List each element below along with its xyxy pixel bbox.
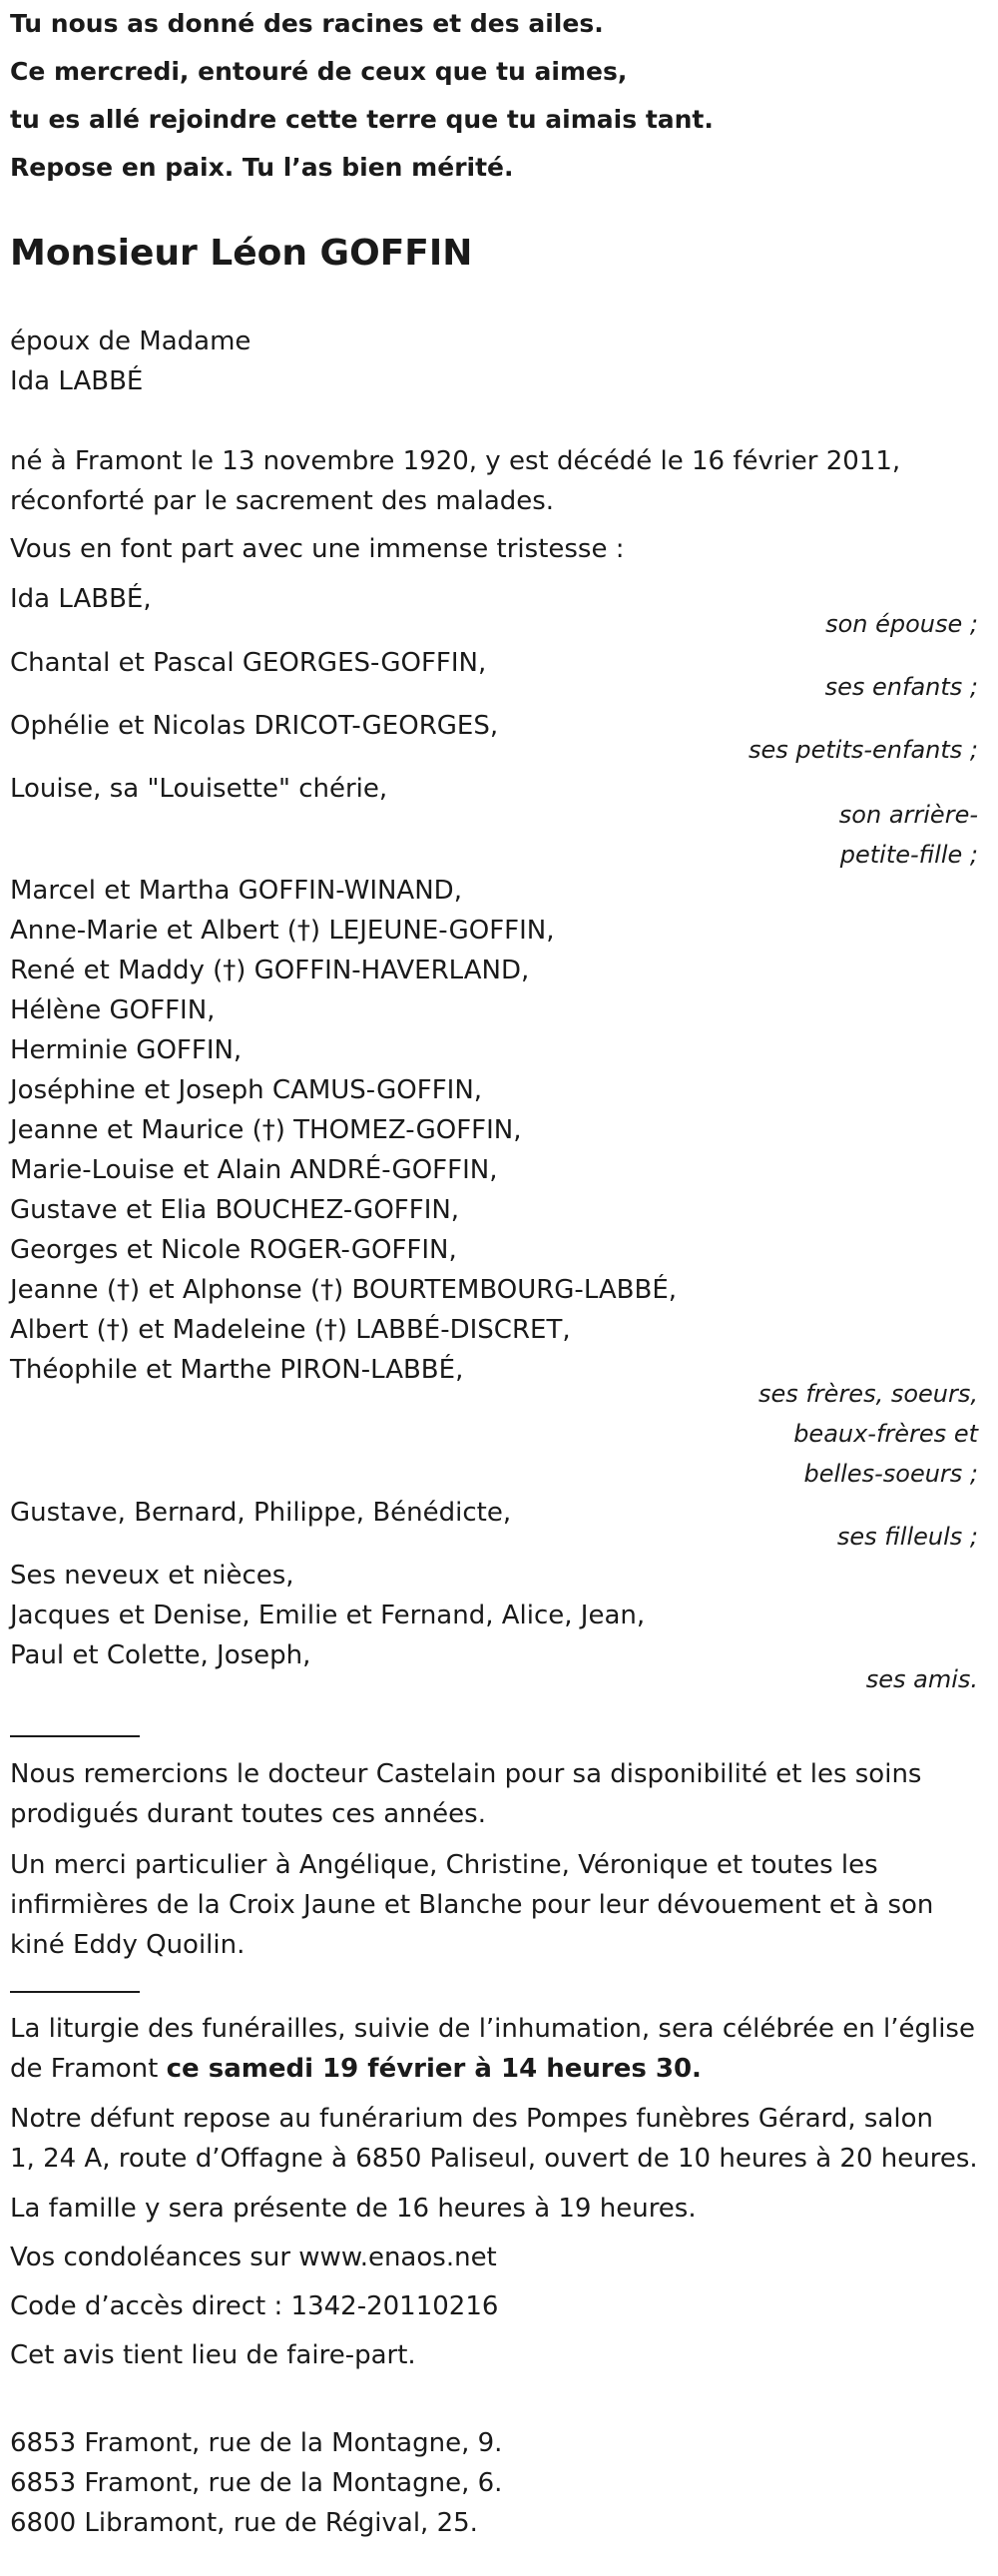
role-line: petite-fille ;: [839, 841, 978, 869]
birth-line: réconforté par le sacrement des malades.: [10, 486, 555, 516]
family-godchildren: Gustave, Bernard, Philippe, Bénédicte,: [10, 1498, 512, 1528]
address-line: 6853 Framont, rue de la Montagne, 6.: [10, 2468, 503, 2498]
spouse-block: [10, 322, 250, 401]
family-presence: La famille y sera présente de 16 heures à 19 heures.: [10, 2194, 697, 2224]
family-children: Chantal et Pascal GEORGES-GOFFIN,: [10, 648, 487, 678]
funeral-place: de Framont: [10, 2054, 167, 2084]
funerarium-line: Notre défunt repose au funérarium des Pompes funèbres Gérard, salon: [10, 2104, 933, 2134]
sibling-line: Albert (†) et Madeleine (†) LABBÉ-DISCRET,: [10, 1315, 571, 1345]
funeral-date: ce samedi 19 février à 14 heures 30.: [166, 2054, 702, 2084]
funeral-line: [10, 2049, 975, 2089]
nephew-line: Ses neveux et nièces,: [10, 1561, 294, 1591]
role-line: beaux-frères et: [793, 1420, 978, 1448]
sibling-line: Anne-Marie et Albert (†) LEJEUNE-GOFFIN,: [10, 916, 555, 946]
condolences: Vos condoléances sur www.enaos.net: [10, 2243, 497, 2272]
role-line: belles-soeurs ;: [803, 1460, 978, 1488]
siblings-list: [10, 871, 677, 1390]
address-line: 6800 Libramont, rue de Régival, 25.: [10, 2508, 478, 2538]
sibling-line: Théophile et Marthe PIRON-LABBÉ,: [10, 1355, 464, 1385]
announcement: Vous en font part avec une immense tristesse :: [10, 534, 625, 564]
role-children: ses enfants ;: [824, 673, 978, 701]
thanks-line: prodigués durant toutes ces années.: [10, 1799, 486, 1829]
spouse-line: Ida LABBÉ: [10, 366, 144, 396]
sibling-line: Joséphine et Joseph CAMUS-GOFFIN,: [10, 1075, 483, 1105]
separator: [10, 1991, 140, 1993]
birth-block: [10, 441, 900, 521]
spouse-line: époux de Madame: [10, 326, 251, 356]
role-line: ses frères, soeurs,: [757, 1380, 978, 1408]
intro-line: tu es allé rejoindre cette terre que tu aimais tant.: [10, 105, 714, 134]
addresses: [10, 2423, 502, 2543]
funerarium-line: 1, 24 A, route d’Offagne à 6850 Paliseul, ouvert de 10 heures à 20 heures.: [10, 2144, 978, 2174]
access-code: Code d’accès direct : 1342-20110216: [10, 2291, 499, 2321]
funeral-line: La liturgie des funérailles, suivie de l’inhumation, sera célébrée en l’église: [10, 2014, 975, 2044]
thanks-line: infirmières de la Croix Jaune et Blanche pour leur dévouement et à son: [10, 1890, 934, 1920]
role-spouse: son épouse ;: [825, 610, 978, 638]
sibling-line: Jeanne et Maurice (†) THOMEZ-GOFFIN,: [10, 1115, 522, 1145]
thanks-line: kiné Eddy Quoilin.: [10, 1930, 246, 1960]
family-grandchildren: Ophélie et Nicolas DRICOT-GEORGES,: [10, 711, 499, 741]
sibling-line: Herminie GOFFIN,: [10, 1035, 243, 1065]
family-great-grandchild: Louise, sa "Louisette" chérie,: [10, 774, 388, 804]
role-godchildren: ses filleuls ;: [836, 1523, 978, 1551]
separator: [10, 1735, 140, 1737]
sibling-line: Hélène GOFFIN,: [10, 995, 216, 1025]
funeral-paragraph: [10, 2009, 975, 2089]
funerarium-paragraph: [10, 2099, 978, 2179]
intro-poem: [10, 0, 714, 192]
intro-line: Tu nous as donné des racines et des ailes.: [10, 9, 604, 38]
thanks-paragraph: [10, 1754, 921, 1834]
thanks-line: Un merci particulier à Angélique, Christine, Véronique et toutes les: [10, 1850, 878, 1880]
sibling-line: Marcel et Martha GOFFIN-WINAND,: [10, 876, 462, 906]
sibling-line: Georges et Nicole ROGER-GOFFIN,: [10, 1235, 457, 1265]
role-siblings: [758, 1374, 978, 1494]
nephews-block: [10, 1556, 645, 1675]
intro-line: Ce mercredi, entouré de ceux que tu aimes,: [10, 57, 628, 86]
role-great-grandchild: [839, 795, 978, 875]
role-friends: ses amis.: [865, 1665, 978, 1693]
thanks-line: Nous remercions le docteur Castelain pour sa disponibilité et les soins: [10, 1759, 922, 1789]
sibling-line: Gustave et Elia BOUCHEZ-GOFFIN,: [10, 1195, 460, 1225]
sibling-line: René et Maddy (†) GOFFIN-HAVERLAND,: [10, 956, 530, 985]
address-line: 6853 Framont, rue de la Montagne, 9.: [10, 2428, 503, 2458]
nephew-line: Jacques et Denise, Emilie et Fernand, Alice, Jean,: [10, 1601, 646, 1630]
deceased-name: Monsieur Léon GOFFIN: [10, 233, 473, 274]
intro-line: Repose en paix. Tu l’as bien mérité.: [10, 153, 514, 182]
thanks-paragraph: [10, 1845, 933, 1965]
sibling-line: Marie-Louise et Alain ANDRÉ-GOFFIN,: [10, 1155, 498, 1185]
birth-line: né à Framont le 13 novembre 1920, y est décédé le 16 février 2011,: [10, 446, 901, 476]
role-line: son arrière-: [838, 801, 978, 829]
nephew-line: Paul et Colette, Joseph,: [10, 1640, 311, 1670]
role-grandchildren: ses petits-enfants ;: [748, 736, 978, 764]
sibling-line: Jeanne (†) et Alphonse (†) BOURTEMBOURG-LABBÉ,: [10, 1275, 678, 1305]
notice: Cet avis tient lieu de faire-part.: [10, 2340, 416, 2370]
family-ida: Ida LABBÉ,: [10, 584, 152, 614]
